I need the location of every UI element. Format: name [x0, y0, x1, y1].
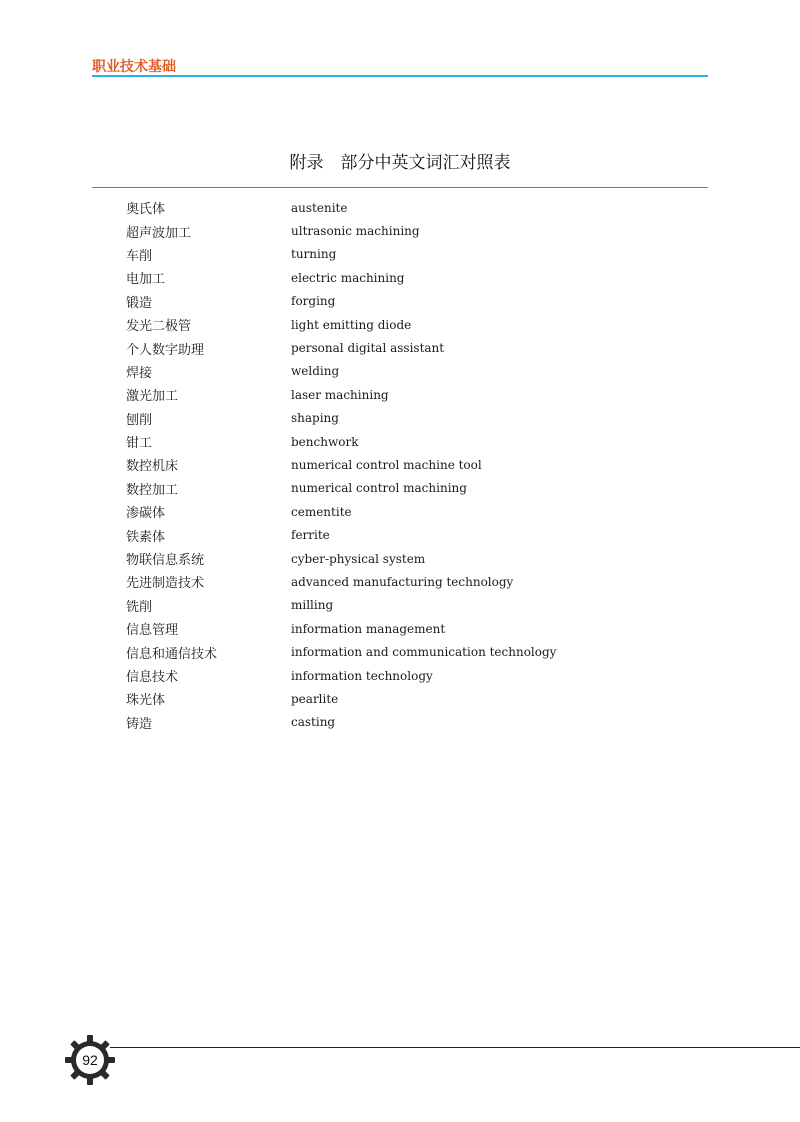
glossary-row: [126, 219, 686, 242]
glossary-row: [126, 383, 686, 406]
term-chinese: 钳工: [126, 436, 153, 452]
glossary-row: [126, 547, 686, 570]
term-chinese: 车削: [126, 248, 153, 264]
term-english: casting: [291, 715, 336, 730]
header-divider: [92, 75, 708, 77]
glossary-row: [126, 196, 686, 219]
glossary-row: [126, 711, 686, 734]
term-chinese: 激光加工: [126, 389, 179, 405]
term-chinese: 奥氏体: [126, 202, 166, 218]
glossary-row: [126, 360, 686, 383]
term-english: pearlite: [291, 691, 339, 706]
term-chinese: 物联信息系统: [126, 553, 205, 569]
term-english: milling: [291, 598, 334, 613]
term-chinese: 发光二极管: [126, 319, 192, 335]
term-english: numerical control machining: [291, 481, 467, 496]
term-chinese: 信息和通信技术: [126, 646, 218, 662]
term-chinese: 刨削: [126, 412, 153, 428]
term-english: numerical control machine tool: [291, 457, 482, 472]
term-english: information management: [291, 621, 446, 636]
glossary-row: [126, 570, 686, 593]
glossary-row: [126, 313, 686, 336]
term-english: shaping: [291, 411, 339, 426]
footer-divider: [110, 1047, 800, 1048]
page-number: 92: [82, 1052, 98, 1068]
term-chinese: 焊接: [126, 365, 153, 381]
glossary-row: [126, 430, 686, 453]
term-english: ferrite: [291, 528, 330, 543]
term-english: light emitting diode: [291, 317, 412, 332]
term-chinese: 铣削: [126, 599, 153, 615]
glossary-row: [126, 664, 686, 687]
term-chinese: 铸造: [126, 716, 153, 732]
term-english: welding: [291, 364, 340, 379]
term-english: personal digital assistant: [291, 341, 445, 356]
glossary-row: [126, 290, 686, 313]
glossary-row: [126, 640, 686, 663]
glossary-row: [126, 336, 686, 359]
glossary-row: [126, 687, 686, 710]
glossary-row: [126, 477, 686, 500]
glossary-row: [126, 594, 686, 617]
running-header-title: 职业技术基础: [92, 59, 176, 75]
glossary-row: [126, 617, 686, 640]
term-english: laser machining: [291, 387, 389, 402]
glossary-row: [126, 407, 686, 430]
glossary-table: [126, 196, 686, 734]
term-english: electric machining: [291, 270, 405, 285]
page-title: 附录 部分中英文词汇对照表: [289, 153, 511, 173]
glossary-row: [126, 523, 686, 546]
term-english: austenite: [291, 200, 348, 215]
term-chinese: 个人数字助理: [126, 342, 205, 358]
term-chinese: 信息管理: [126, 623, 179, 639]
term-chinese: 电加工: [126, 272, 166, 288]
term-english: cyber-physical system: [291, 551, 426, 566]
term-chinese: 铁素体: [126, 529, 166, 545]
term-chinese: 先进制造技术: [126, 576, 205, 592]
term-english: forging: [291, 294, 336, 309]
term-chinese: 渗碳体: [126, 506, 166, 522]
glossary-row: [126, 453, 686, 476]
glossary-row: [126, 243, 686, 266]
term-chinese: 信息技术: [126, 670, 179, 685]
term-chinese: 珠光体: [126, 693, 166, 709]
term-chinese: 数控加工: [126, 482, 179, 498]
term-english: information and communication technology: [291, 645, 557, 660]
term-english: turning: [291, 247, 337, 262]
glossary-row: [126, 266, 686, 289]
term-english: advanced manufacturing technology: [291, 574, 514, 589]
term-english: information technology: [291, 668, 433, 683]
term-chinese: 数控机床: [126, 459, 179, 475]
glossary-row: [126, 500, 686, 523]
term-english: cementite: [291, 504, 352, 519]
term-chinese: 超声波加工: [126, 225, 192, 241]
title-divider: [92, 187, 708, 188]
term-english: ultrasonic machining: [291, 224, 420, 239]
term-english: benchwork: [291, 434, 359, 449]
term-chinese: 锻造: [126, 295, 153, 311]
